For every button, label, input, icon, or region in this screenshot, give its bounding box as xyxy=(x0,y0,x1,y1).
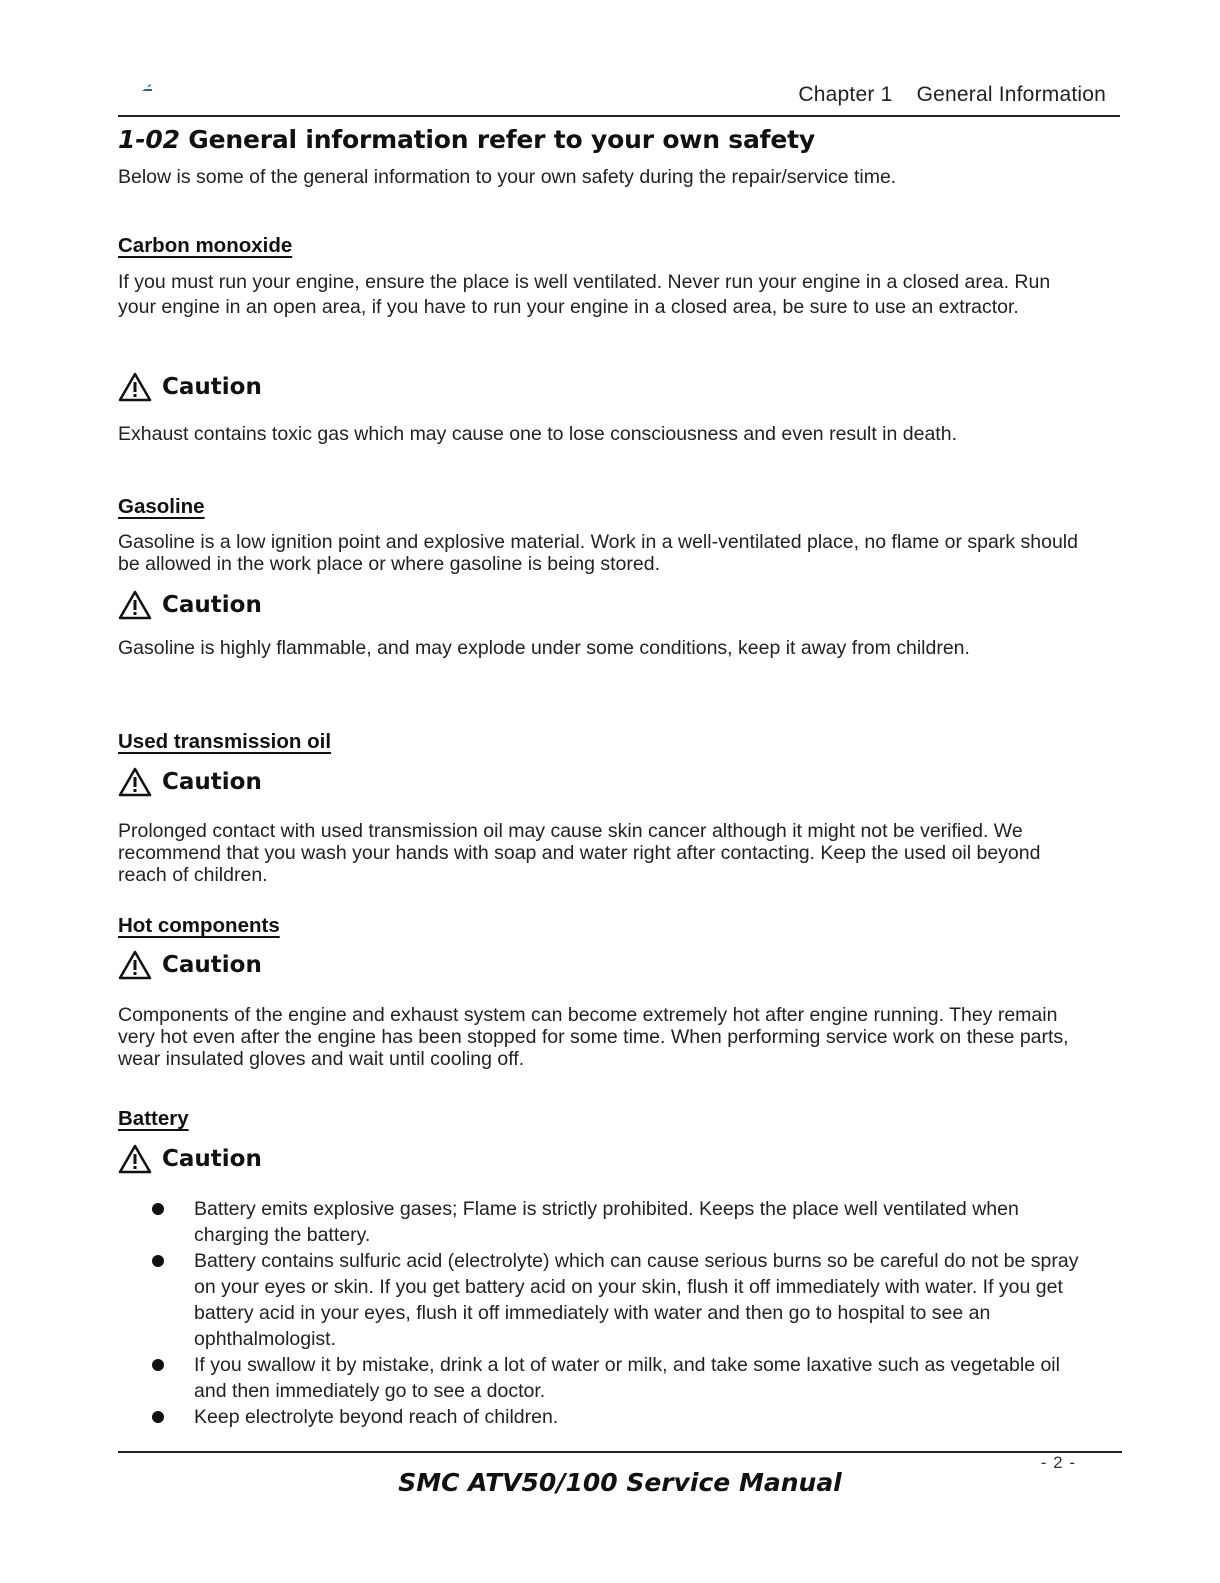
section-heading: General information refer to your own safety xyxy=(188,125,815,154)
list-item-text: If you swallow it by mistake, drink a lot of water or milk, and take some laxative such as vegetable oil and then immediately go to see a doctor. xyxy=(194,1354,1060,1402)
gasoline-caution xyxy=(118,590,262,620)
caution-label: Caution xyxy=(162,374,262,400)
list-item-text: Keep electrolyte beyond reach of children. xyxy=(194,1406,559,1428)
gasoline-body: Gasoline is a low ignition point and explosive material. Work in a well-ventilated place, no flame or spark should be allowed in the work place or where gasoline is being stored. xyxy=(118,531,1078,575)
caution-label: Caution xyxy=(162,1146,262,1172)
chapter-number: Chapter 1 xyxy=(798,83,893,106)
page-number: - 2 - xyxy=(1040,1453,1076,1472)
bullet-dot-icon xyxy=(152,1359,164,1371)
list-item xyxy=(118,1196,1093,1248)
warning-triangle-icon xyxy=(118,950,152,980)
warning-triangle-icon xyxy=(118,590,152,620)
used-oil-caution-text: Prolonged contact with used transmission oil may cause skin cancer although it might not be verified. We recommend that you wash your hands with soap and water right after contacting. Keep the used oil beyond reach of children. xyxy=(118,820,1041,886)
logo-mark-icon xyxy=(141,84,153,92)
warning-triangle-icon xyxy=(118,767,152,797)
caution-label: Caution xyxy=(162,592,262,618)
header-divider xyxy=(118,115,1120,117)
list-item-text: Battery contains sulfuric acid (electrolyte) which can cause serious burns so be careful do not be spray on your eyes or skin. If you get battery acid on your skin, flush it off immediately with water. If you get battery acid in your eyes, flush it off immediately with water and then go to hospital to see an ophthalmologist. xyxy=(194,1250,1079,1350)
section-title xyxy=(118,125,815,154)
manual-title: SMC ATV50/100 Service Manual xyxy=(398,1468,842,1497)
used-oil-caution xyxy=(118,767,262,797)
list-item xyxy=(118,1352,1093,1404)
hot-components-heading: Hot components xyxy=(118,914,280,937)
gasoline-heading: Gasoline xyxy=(118,495,205,518)
hot-components-caution xyxy=(118,950,262,980)
bullet-dot-icon xyxy=(152,1255,164,1267)
battery-caution xyxy=(118,1144,262,1174)
gasoline-caution-text: Gasoline is highly flammable, and may explode under some conditions, keep it away from children. xyxy=(118,637,970,659)
list-item-text: Battery emits explosive gases; Flame is strictly prohibited. Keeps the place well ventilated when charging the battery. xyxy=(194,1198,1019,1246)
battery-caution-list xyxy=(118,1196,1093,1430)
list-item xyxy=(118,1404,1093,1430)
hot-components-caution-text: Components of the engine and exhaust system can become extremely hot after engine running. They remain very hot even after the engine has been stopped for some time. When performing service work on these parts, wear insulated gloves and wait until cooling off. xyxy=(118,1004,1069,1070)
carbon-monoxide-heading: Carbon monoxide xyxy=(118,234,293,257)
footer-divider xyxy=(118,1451,1122,1453)
carbon-monoxide-caution xyxy=(118,372,262,402)
warning-triangle-icon xyxy=(118,372,152,402)
carbon-monoxide-body: If you must run your engine, ensure the place is well ventilated. Never run your engine in a closed area. Run your engine in an open area, if you have to run your engine in a closed area, be sure to use an extractor. xyxy=(118,271,1051,318)
chapter-title: General Information xyxy=(916,83,1106,106)
caution-label: Caution xyxy=(162,952,262,978)
section-number: 1-02 xyxy=(118,125,180,154)
bullet-dot-icon xyxy=(152,1411,164,1423)
carbon-monoxide-caution-text: Exhaust contains toxic gas which may cause one to lose consciousness and even result in death. xyxy=(118,423,957,445)
bullet-dot-icon xyxy=(152,1203,164,1215)
list-item xyxy=(118,1248,1093,1352)
used-oil-heading: Used transmission oil xyxy=(118,730,332,753)
battery-heading: Battery xyxy=(118,1107,189,1130)
section-intro: Below is some of the general information to your own safety during the repair/service time. xyxy=(118,166,897,188)
caution-label: Caution xyxy=(162,769,262,795)
chapter-header xyxy=(798,83,1106,107)
warning-triangle-icon xyxy=(118,1144,152,1174)
